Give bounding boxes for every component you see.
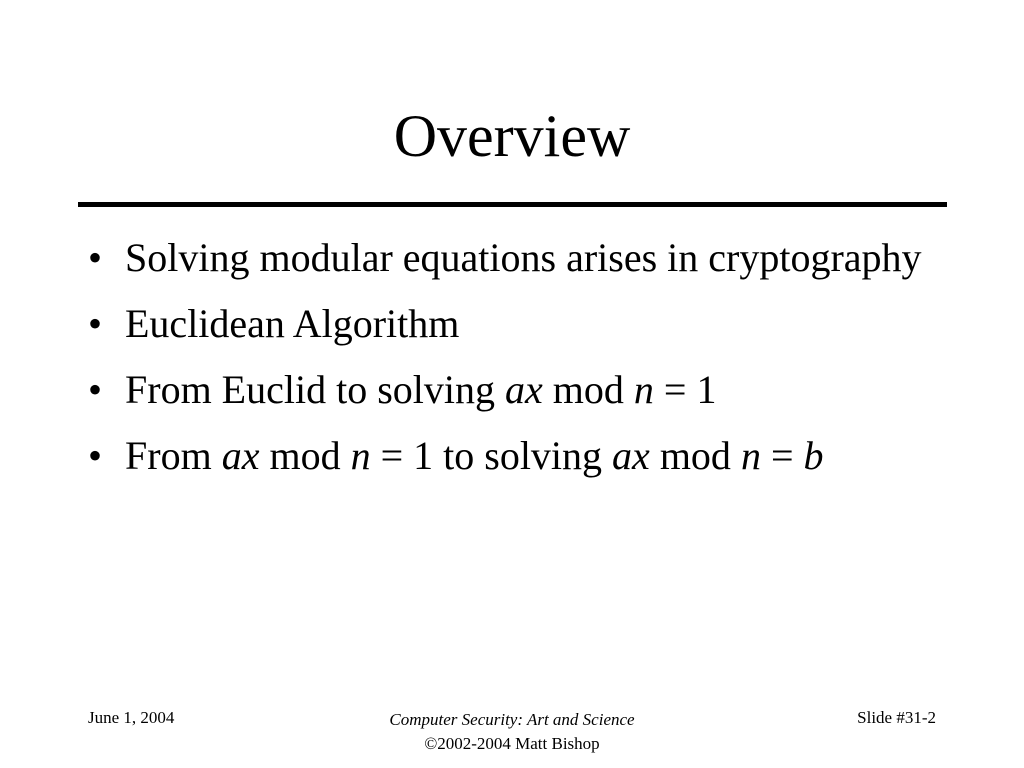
math-variable: n xyxy=(633,367,654,412)
math-variable: b xyxy=(803,433,824,478)
bullet-text: From xyxy=(125,433,222,478)
math-variable: ax xyxy=(612,433,650,478)
math-variable: ax xyxy=(505,367,543,412)
bullet-dot-icon: • xyxy=(88,367,103,412)
bullet-item xyxy=(88,232,968,284)
footer-book-title: Computer Security: Art and Science xyxy=(389,710,635,729)
bullet-text: Euclidean Algorithm xyxy=(125,301,460,346)
bullet-text: = 1 to solving xyxy=(370,433,613,478)
footer-credit xyxy=(312,708,712,756)
bullet-item xyxy=(88,298,968,350)
math-variable: ax xyxy=(221,433,260,478)
bullet-text: mod xyxy=(649,433,741,478)
bullet-text: = 1 xyxy=(653,367,717,412)
bullet-text: Solving modular equations arises in cryptography xyxy=(125,235,922,280)
bullet-text: mod xyxy=(542,367,634,412)
footer-date: June 1, 2004 xyxy=(88,708,175,727)
bullet-list xyxy=(88,232,968,496)
bullet-dot-icon: • xyxy=(88,301,103,346)
math-variable: n xyxy=(740,433,761,478)
bullet-text: From Euclid to solving xyxy=(125,367,505,412)
title-divider xyxy=(78,202,947,207)
footer-slide-number: Slide #31-2 xyxy=(857,708,936,727)
bullet-item xyxy=(88,364,968,416)
math-variable: n xyxy=(350,433,371,478)
bullet-text: mod xyxy=(259,433,351,478)
slide-title: Overview xyxy=(393,103,631,169)
bullet-text: = xyxy=(760,433,804,478)
footer-copyright: ©2002-2004 Matt Bishop xyxy=(424,734,600,753)
bullet-dot-icon: • xyxy=(88,433,103,478)
bullet-dot-icon: • xyxy=(88,235,103,280)
bullet-item xyxy=(88,430,968,482)
